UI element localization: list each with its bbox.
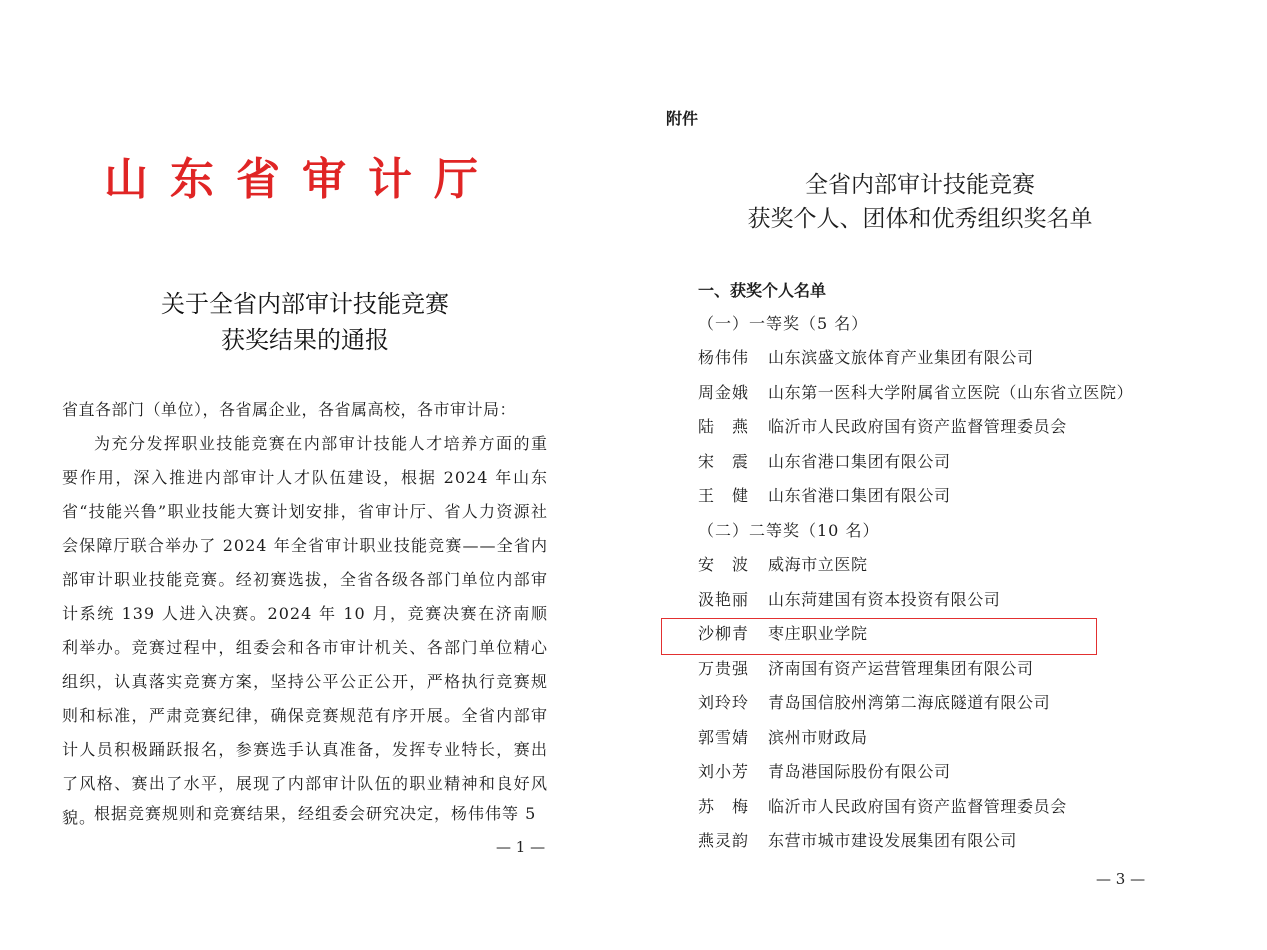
awardee-name: 杨伟伟	[698, 348, 750, 367]
list-item	[698, 758, 951, 786]
list-item	[698, 586, 1000, 614]
awardee-name: 苏 梅	[698, 796, 750, 816]
list-item	[698, 724, 868, 752]
first-prize-heading: （一）一等奖（5 名）	[698, 314, 869, 333]
notice-title-line2: 获奖结果的通报	[221, 326, 389, 354]
awardee-organization: 山东省港口集团有限公司	[768, 451, 951, 471]
awardee-organization: 东营市城市建设发展集团有限公司	[768, 831, 1018, 850]
notice-title-line1: 关于全省内部审计技能竞赛	[161, 290, 449, 318]
awardee-organization: 青岛国信胶州湾第二海底隧道有限公司	[768, 693, 1051, 712]
list-item	[698, 827, 1017, 855]
list-title	[700, 168, 1140, 236]
list-item	[698, 793, 1067, 821]
awardee-name: 万贵强	[698, 658, 750, 678]
second-prize-heading: （二）二等奖（10 名）	[698, 521, 880, 540]
list-item	[698, 482, 951, 510]
awardee-name: 陆 燕	[698, 417, 750, 436]
awardee-organization: 滨州市财政局	[768, 727, 868, 747]
awardee-name: 刘玲玲	[698, 693, 750, 712]
awardee-name: 宋 震	[698, 451, 750, 471]
list-item	[698, 448, 951, 476]
awardee-organization: 山东菏建国有资本投资有限公司	[768, 589, 1001, 609]
list-item	[698, 379, 1133, 407]
list-title-line1: 全省内部审计技能竞赛	[805, 172, 1035, 198]
body-paragraph-2: 根据竞赛规则和竞赛结果，经组委会研究决定，杨伟伟等 5	[94, 804, 537, 823]
list-item	[698, 413, 1067, 441]
list-item	[698, 689, 1050, 717]
notice-title	[60, 286, 550, 358]
page-3	[640, 0, 1267, 950]
awardee-organization: 临沂市人民政府国有资产监督管理委员会	[768, 417, 1067, 436]
awardee-organization: 枣庄职业学院	[768, 624, 868, 643]
awardee-name: 王 健	[698, 486, 750, 505]
list-item	[698, 344, 1034, 372]
page-number-right: — 3 —	[1096, 870, 1146, 888]
highlight-box	[661, 618, 1097, 655]
awardee-organization: 山东第一医科大学附属省立医院（山东省立医院）	[768, 382, 1134, 402]
awardee-organization: 山东省港口集团有限公司	[768, 486, 951, 505]
list-title-line2: 获奖个人、团体和优秀组织奖名单	[747, 206, 1093, 232]
body-paragraph-1: 为充分发挥职业技能竞赛在内部审计技能人才培养方面的重要作用，深入推进内部审计人才队伍建设，根据 2024 年山东省“技能兴鲁”职业技能大赛计划安排，省审计厅、省人力资源社会保障厅联合举办了 2024 年全省审计职业技能竞赛——全省内部审计职业技能竞赛。经初赛选拔，全省各级各部门单位内部审计系统 139 人进入决赛。2024 年 10 月，竞赛决赛在济南顺利举办。竞赛过程中，组委会和各市审计机关、各部门单位精心组织，认真落实竞赛方案，坚持公平公正公开，严格执行竞赛规则和标准，严肃竞赛纪律，确保竞赛规范有序开展。全省内部审计人员积极踊跃报名，参赛选手认真准备，发挥专业特长，赛出了风格、赛出了水平，展现了内部审计队伍的职业精神和良好风貌。	[62, 434, 548, 827]
awardee-name: 沙柳青	[698, 624, 750, 643]
section-heading: 一、获奖个人名单	[698, 281, 827, 300]
awardee-name: 郭雪婧	[698, 727, 750, 747]
awardee-name: 周金娥	[698, 382, 750, 402]
awardee-name: 安 波	[698, 555, 750, 574]
list-item	[698, 655, 1034, 683]
page-1	[0, 0, 630, 950]
awardee-name: 燕灵韵	[698, 831, 750, 850]
awardee-organization: 临沂市人民政府国有资产监督管理委员会	[768, 796, 1067, 816]
list-item	[698, 551, 868, 579]
awardee-organization: 威海市立医院	[768, 555, 868, 574]
awardee-name: 汲艳丽	[698, 589, 750, 609]
awardee-organization: 济南国有资产运营管理集团有限公司	[768, 658, 1034, 678]
attachment-label: 附件	[666, 109, 699, 128]
awardee-name: 刘小芳	[698, 762, 750, 781]
page-number-left: — 1 —	[496, 838, 546, 856]
salutation: 省直各部门（单位），各省属企业，各省属高校，各市审计局：	[62, 400, 517, 419]
awardee-organization: 山东滨盛文旅体育产业集团有限公司	[768, 348, 1034, 367]
awardee-organization: 青岛港国际股份有限公司	[768, 762, 951, 781]
document-masthead: 山东省审计厅	[104, 154, 500, 205]
